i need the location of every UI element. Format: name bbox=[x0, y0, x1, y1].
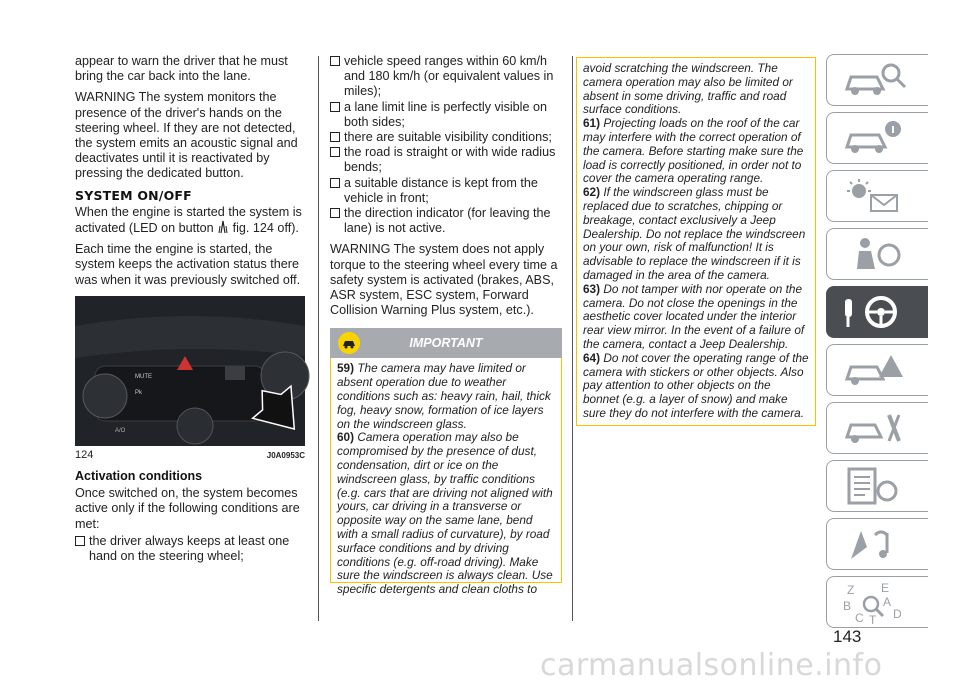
seat-safety-icon bbox=[841, 235, 911, 273]
checkbox-bullet-icon bbox=[330, 132, 340, 142]
index-letter: D bbox=[893, 607, 902, 621]
tab-starting-driving[interactable] bbox=[826, 286, 928, 338]
column-divider bbox=[318, 56, 319, 621]
tab-maintenance[interactable] bbox=[826, 402, 928, 454]
checkbox-bullet-icon bbox=[330, 178, 340, 188]
column-2 bbox=[330, 54, 562, 597]
tab-seat-safety[interactable] bbox=[826, 228, 928, 280]
column-1 bbox=[75, 54, 305, 564]
index-letter: A bbox=[883, 595, 892, 609]
tab-multimedia[interactable] bbox=[826, 518, 928, 570]
tab-car-info[interactable] bbox=[826, 112, 928, 164]
note-60: 60) Camera operation may also be compromised by the presence of dust, condensation, dirt or ice on the windscreen glass, by traffic conditions (e.g. cars that are driving not aligned with yours, car driving in a transverse or opposite way on the same lane, bend with a small radius of curvature), by road surface conditions and by driving conditions (e.g. off-road driving). Make sure the windscreen is always clean. Use specific detergents and clean cloths to bbox=[337, 430, 553, 597]
media-icon bbox=[841, 525, 911, 563]
index-letter: Z bbox=[847, 583, 855, 597]
checkbox-bullet-icon bbox=[330, 102, 340, 112]
park-label: Pk bbox=[135, 389, 143, 396]
list-item: the driver always keeps at least one hand on the steering wheel; bbox=[75, 534, 305, 564]
important-notes bbox=[330, 358, 562, 597]
car-tools-icon bbox=[841, 409, 911, 447]
lights-icon bbox=[841, 177, 911, 215]
chapter-tabs bbox=[826, 54, 928, 634]
tab-emergency[interactable] bbox=[826, 344, 928, 396]
paragraph: appear to warn the driver that he must bring the car back into the lane. bbox=[75, 54, 288, 84]
tab-technical-data[interactable] bbox=[826, 460, 928, 512]
figure-124 bbox=[75, 296, 305, 463]
important-title: IMPORTANT bbox=[409, 336, 483, 351]
warning-paragraph: WARNING The system monitors the presence of the driver's hands on the steering wheel. If they are not detected, the system emits an acoustic signal and deactivates until it is reactivated by pressing the dedicated button. bbox=[75, 90, 298, 181]
list-item: there are suitable visibility conditions; bbox=[330, 130, 562, 145]
list-item: a lane limit line is perfectly visible on both sides; bbox=[330, 100, 562, 130]
important-header bbox=[330, 328, 562, 358]
list-item: the road is straight or with wide radius bends; bbox=[330, 145, 562, 175]
paragraph: Each time the engine is started, the system keeps the activation status there was when it was previously switched off. bbox=[75, 242, 301, 287]
note-60-continued: avoid scratching the windscreen. The camera operation may also be limited or absent in some driving, traffic and road surface conditions. bbox=[583, 61, 793, 117]
checkbox-bullet-icon bbox=[330, 147, 340, 157]
index-letter: B bbox=[843, 599, 852, 613]
checkbox-bullet-icon bbox=[330, 208, 340, 218]
lane-assist-icon bbox=[217, 220, 229, 234]
note-61: 61) Projecting loads on the roof of the car may interfere with the correct operation of the camera. Before starting make sure the load is correctly positioned, in order not to cover the camera operating range. bbox=[583, 116, 804, 186]
index-letter: C bbox=[855, 611, 864, 625]
list-item: vehicle speed ranges within 60 km/h and 180 km/h (or equivalent values in miles); bbox=[330, 54, 562, 100]
list-item: a suitable distance is kept from the vehicle in front; bbox=[330, 176, 562, 206]
column-divider bbox=[572, 56, 573, 621]
page-number: 143 bbox=[833, 627, 862, 646]
tab-index[interactable] bbox=[826, 576, 928, 628]
subsection-heading: Activation conditions bbox=[75, 469, 203, 484]
index-icon bbox=[841, 580, 911, 627]
index-letter: E bbox=[881, 581, 890, 595]
steering-key-icon bbox=[841, 293, 911, 331]
list-item: the direction indicator (for leaving the lane) is not active. bbox=[330, 206, 562, 236]
important-box bbox=[330, 328, 562, 597]
car-info-icon bbox=[841, 119, 911, 157]
mute-label: MUTE bbox=[135, 373, 152, 380]
paragraph: Once switched on, the system becomes active only if the following conditions are met: bbox=[75, 486, 300, 531]
note-63: 63) Do not tamper with nor operate on the camera. Do not close the openings in the aesthetic cover located under the interior rear view mirror. In the event of a failure of the camera, contact a Jeep Dealership. bbox=[583, 281, 805, 351]
specs-icon bbox=[841, 467, 911, 505]
note-62: 62) If the windscreen glass must be replaced due to scratches, chipping or breakage, contact exclusively a Jeep Dealership. Do not replace the windscreen on your own, risk of malfunction! It is advisable to replace the windscreen if it is damaged in the area of the camera. bbox=[583, 185, 806, 282]
checkbox-bullet-icon bbox=[75, 536, 85, 546]
note-64: 64) Do not cover the operating range of the camera with stickers or other objects. Also pay attention to other objects on the bonnet (e.g. a layer of snow) and make sure they do not interfere with the camera. bbox=[583, 350, 809, 420]
car-search-icon bbox=[841, 61, 911, 99]
ac-label: A/O bbox=[115, 427, 126, 434]
warning-paragraph: WARNING The system does not apply torque to the steering wheel every time a safety system is activated (brakes, ABS, ASR system, ESC system, Forward Collision Warning Plus system, etc.). bbox=[330, 242, 558, 318]
note-59: 59) The camera may have limited or absent operation due to weather conditions such as: heavy rain, hail, thick fog, heavy snow, formation of ice layers on the windscreen glass. bbox=[337, 361, 551, 431]
watermark: carmanualsonline.info bbox=[540, 648, 883, 683]
paragraph: When the engine is started the system is activated (LED on button fig. 124 off). bbox=[75, 204, 302, 236]
important-notes-continued bbox=[576, 57, 816, 426]
checkbox-bullet-icon bbox=[330, 56, 340, 66]
dashboard-photo bbox=[75, 296, 305, 446]
car-warning-icon bbox=[841, 351, 911, 389]
index-letter: T bbox=[869, 613, 877, 627]
figure-code: J0A0953C bbox=[266, 450, 305, 460]
figure-number: 124 bbox=[75, 448, 94, 461]
tab-car-search[interactable] bbox=[826, 54, 928, 106]
tab-lights[interactable] bbox=[826, 170, 928, 222]
section-heading: SYSTEM ON/OFF bbox=[75, 187, 192, 203]
